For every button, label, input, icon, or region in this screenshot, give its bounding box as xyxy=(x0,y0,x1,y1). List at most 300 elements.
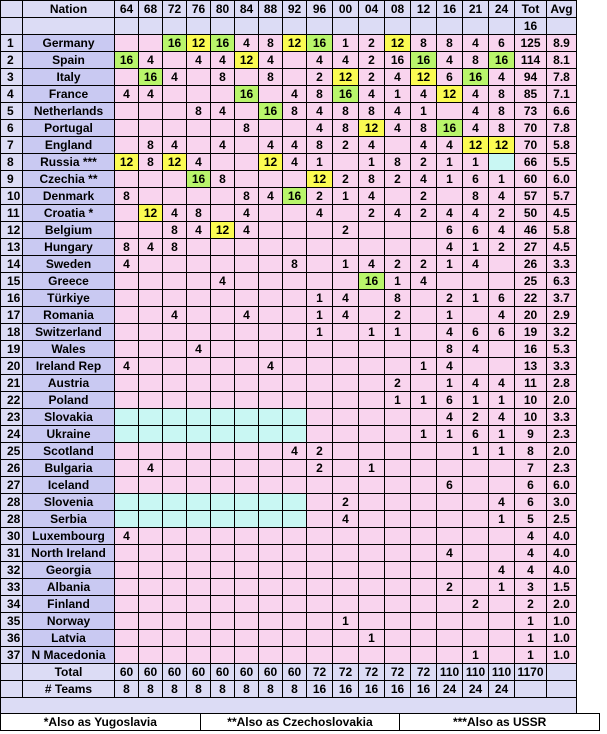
total-cell: 70 xyxy=(515,137,547,154)
score-cell: 8 xyxy=(139,154,163,171)
score-cell xyxy=(235,154,259,171)
subheader-blank xyxy=(333,18,359,35)
score-cell xyxy=(411,647,437,664)
avg-cell: 3.2 xyxy=(547,324,577,341)
score-cell: 1 xyxy=(411,392,437,409)
teams-count-cell: 16 xyxy=(385,681,411,698)
rank-cell: 20 xyxy=(1,358,23,375)
nation-cell: Ireland Rep xyxy=(23,358,115,375)
score-cell xyxy=(163,290,187,307)
avg-cell: 1.0 xyxy=(547,630,577,647)
score-cell xyxy=(139,596,163,613)
score-cell xyxy=(139,494,163,511)
score-cell xyxy=(437,460,463,477)
subheader-blank xyxy=(437,18,463,35)
total-points-cell: 60 xyxy=(115,664,139,681)
table-row xyxy=(1,341,577,358)
score-cell xyxy=(359,239,385,256)
score-cell xyxy=(163,630,187,647)
rank-cell: 10 xyxy=(1,188,23,205)
score-cell: 1 xyxy=(437,426,463,443)
score-cell: 4 xyxy=(463,120,489,137)
score-cell xyxy=(307,273,333,290)
score-cell xyxy=(283,52,307,69)
table-row xyxy=(1,613,577,630)
score-cell: 4 xyxy=(283,86,307,103)
score-cell: 2 xyxy=(385,375,411,392)
score-cell xyxy=(187,256,211,273)
score-cell xyxy=(187,120,211,137)
teams-count-cell: 24 xyxy=(437,681,463,698)
rank-cell: 24 xyxy=(1,426,23,443)
score-cell: 4 xyxy=(187,222,211,239)
score-cell: 4 xyxy=(359,188,385,205)
score-cell xyxy=(489,460,515,477)
score-cell xyxy=(463,545,489,562)
score-cell xyxy=(163,171,187,188)
rank-cell: 27 xyxy=(1,477,23,494)
score-cell xyxy=(489,630,515,647)
score-cell xyxy=(307,630,333,647)
score-cell xyxy=(463,630,489,647)
score-cell: 2 xyxy=(359,52,385,69)
teams-count-cell: 8 xyxy=(259,681,283,698)
score-cell xyxy=(211,392,235,409)
score-cell xyxy=(187,358,211,375)
score-cell xyxy=(211,630,235,647)
score-cell xyxy=(163,511,187,528)
score-cell: 16 xyxy=(259,103,283,120)
score-cell: 8 xyxy=(283,103,307,120)
total-blank xyxy=(547,664,577,681)
total-cell: 1 xyxy=(515,630,547,647)
teams-label: # Teams xyxy=(23,681,115,698)
avg-cell: 5.7 xyxy=(547,188,577,205)
score-cell xyxy=(235,103,259,120)
score-cell xyxy=(359,392,385,409)
score-cell xyxy=(385,222,411,239)
rank-cell: 28 xyxy=(1,494,23,511)
score-cell: 1 xyxy=(359,630,385,647)
rank-cell: 34 xyxy=(1,596,23,613)
table-row xyxy=(1,103,577,120)
score-cell xyxy=(163,256,187,273)
score-cell xyxy=(307,375,333,392)
score-cell: 12 xyxy=(411,69,437,86)
score-cell xyxy=(463,307,489,324)
nation-cell: Slovenia xyxy=(23,494,115,511)
score-cell: 8 xyxy=(489,86,515,103)
score-cell xyxy=(211,358,235,375)
avg-cell: 2.9 xyxy=(547,307,577,324)
nation-cell: Croatia * xyxy=(23,205,115,222)
total-label: Total xyxy=(23,664,115,681)
score-cell xyxy=(259,171,283,188)
rank-cell: 31 xyxy=(1,545,23,562)
score-cell xyxy=(463,273,489,290)
score-cell xyxy=(437,562,463,579)
score-cell xyxy=(283,69,307,86)
score-cell xyxy=(259,409,283,426)
teams-count-cell: 8 xyxy=(187,681,211,698)
teams-count-cell: 8 xyxy=(163,681,187,698)
nation-cell: Norway xyxy=(23,613,115,630)
total-points-cell: 60 xyxy=(211,664,235,681)
score-cell xyxy=(259,579,283,596)
total-points-cell: 110 xyxy=(463,664,489,681)
score-cell xyxy=(211,324,235,341)
footnote-ussr: ***Also as USSR xyxy=(400,714,600,731)
score-cell: 8 xyxy=(307,86,333,103)
score-cell xyxy=(235,290,259,307)
score-cell xyxy=(385,358,411,375)
score-cell: 4 xyxy=(139,52,163,69)
score-cell xyxy=(333,647,359,664)
score-cell xyxy=(411,630,437,647)
score-cell xyxy=(283,477,307,494)
score-cell xyxy=(489,358,515,375)
score-cell: 1 xyxy=(411,103,437,120)
score-cell xyxy=(259,239,283,256)
score-cell: 6 xyxy=(437,477,463,494)
score-cell xyxy=(211,205,235,222)
rank-cell: 30 xyxy=(1,528,23,545)
total-cell: 5 xyxy=(515,511,547,528)
score-cell xyxy=(463,494,489,511)
score-cell xyxy=(307,409,333,426)
score-cell: 6 xyxy=(489,35,515,52)
score-cell: 4 xyxy=(283,137,307,154)
score-cell xyxy=(307,222,333,239)
score-cell xyxy=(235,528,259,545)
score-cell xyxy=(139,375,163,392)
nation-cell: Sweden xyxy=(23,256,115,273)
score-cell xyxy=(187,307,211,324)
teams-blank xyxy=(547,681,577,698)
score-cell: 1 xyxy=(463,392,489,409)
header-col-Avg: Avg xyxy=(547,1,577,18)
score-cell: 4 xyxy=(163,137,187,154)
score-cell xyxy=(235,596,259,613)
score-cell xyxy=(187,579,211,596)
score-cell xyxy=(163,273,187,290)
score-cell xyxy=(489,613,515,630)
avg-cell: 3.3 xyxy=(547,256,577,273)
score-cell: 16 xyxy=(359,273,385,290)
score-cell: 2 xyxy=(307,460,333,477)
nation-cell: Italy xyxy=(23,69,115,86)
score-cell xyxy=(139,579,163,596)
total-cell: 10 xyxy=(515,392,547,409)
score-cell: 8 xyxy=(463,52,489,69)
score-cell xyxy=(411,494,437,511)
subheader-blank xyxy=(385,18,411,35)
avg-cell: 6.6 xyxy=(547,103,577,120)
score-cell: 16 xyxy=(333,86,359,103)
rank-cell: 9 xyxy=(1,171,23,188)
score-cell xyxy=(115,443,139,460)
score-cell xyxy=(283,596,307,613)
score-cell: 1 xyxy=(463,647,489,664)
rank-cell: 26 xyxy=(1,460,23,477)
score-cell xyxy=(437,613,463,630)
score-cell: 8 xyxy=(359,171,385,188)
footnote-yugoslavia: *Also as Yugoslavia xyxy=(1,714,201,731)
score-cell xyxy=(307,562,333,579)
score-cell xyxy=(283,562,307,579)
score-cell xyxy=(211,409,235,426)
score-cell xyxy=(139,511,163,528)
score-cell: 16 xyxy=(489,52,515,69)
score-cell: 2 xyxy=(463,596,489,613)
score-cell: 1 xyxy=(385,324,411,341)
nation-cell: Georgia xyxy=(23,562,115,579)
score-cell xyxy=(115,477,139,494)
score-cell xyxy=(187,477,211,494)
score-cell xyxy=(333,596,359,613)
score-cell: 8 xyxy=(235,120,259,137)
score-cell xyxy=(359,562,385,579)
header-col-80: 80 xyxy=(211,1,235,18)
score-cell xyxy=(163,324,187,341)
score-cell xyxy=(307,358,333,375)
avg-cell: 2.0 xyxy=(547,443,577,460)
rank-cell: 12 xyxy=(1,222,23,239)
score-cell: 6 xyxy=(437,69,463,86)
total-cell: 125 xyxy=(515,35,547,52)
score-cell: 1 xyxy=(437,154,463,171)
score-cell: 4 xyxy=(211,52,235,69)
score-cell xyxy=(115,222,139,239)
score-cell xyxy=(359,477,385,494)
score-cell: 4 xyxy=(463,86,489,103)
score-cell xyxy=(115,630,139,647)
score-cell: 4 xyxy=(307,205,333,222)
table-row xyxy=(1,222,577,239)
score-cell: 1 xyxy=(437,375,463,392)
header-nation: Nation xyxy=(23,1,115,18)
score-cell xyxy=(211,528,235,545)
rank-cell: 2 xyxy=(1,52,23,69)
score-cell xyxy=(489,528,515,545)
total-points-cell: 60 xyxy=(283,664,307,681)
score-cell xyxy=(259,613,283,630)
score-cell xyxy=(163,375,187,392)
total-cell: 73 xyxy=(515,103,547,120)
score-cell xyxy=(115,562,139,579)
table-row xyxy=(1,477,577,494)
score-cell xyxy=(259,307,283,324)
subheader-blank xyxy=(307,18,333,35)
total-cell: 19 xyxy=(515,324,547,341)
score-cell: 4 xyxy=(385,205,411,222)
score-cell: 4 xyxy=(163,307,187,324)
subheader-blank xyxy=(163,18,187,35)
table-row xyxy=(1,86,577,103)
score-cell xyxy=(235,273,259,290)
rank-cell: 4 xyxy=(1,86,23,103)
score-cell xyxy=(463,579,489,596)
score-cell xyxy=(411,477,437,494)
score-cell xyxy=(359,579,385,596)
score-cell xyxy=(187,647,211,664)
score-cell xyxy=(115,579,139,596)
score-cell xyxy=(139,35,163,52)
score-cell xyxy=(139,426,163,443)
score-cell xyxy=(163,579,187,596)
score-cell: 4 xyxy=(437,409,463,426)
spacer-cell xyxy=(1,698,577,715)
table-row xyxy=(1,69,577,86)
rank-cell: 33 xyxy=(1,579,23,596)
score-cell xyxy=(163,477,187,494)
score-cell xyxy=(235,69,259,86)
score-cell xyxy=(115,426,139,443)
score-cell xyxy=(283,120,307,137)
score-cell xyxy=(235,443,259,460)
score-cell xyxy=(211,579,235,596)
score-cell: 4 xyxy=(259,52,283,69)
score-cell xyxy=(211,256,235,273)
score-cell xyxy=(359,443,385,460)
score-cell xyxy=(489,154,515,171)
score-cell: 8 xyxy=(211,171,235,188)
score-cell: 8 xyxy=(187,103,211,120)
nation-cell: Finland xyxy=(23,596,115,613)
score-cell: 12 xyxy=(385,35,411,52)
rank-cell: 6 xyxy=(1,120,23,137)
score-cell xyxy=(359,222,385,239)
score-cell xyxy=(385,137,411,154)
score-cell xyxy=(115,460,139,477)
score-cell: 4 xyxy=(437,137,463,154)
teams-count-cell: 24 xyxy=(489,681,515,698)
score-cell xyxy=(411,511,437,528)
header-col-72: 72 xyxy=(163,1,187,18)
score-cell: 8 xyxy=(259,35,283,52)
score-cell xyxy=(307,545,333,562)
score-cell xyxy=(115,545,139,562)
score-cell xyxy=(385,596,411,613)
total-cell: 16 xyxy=(515,341,547,358)
score-cell xyxy=(211,443,235,460)
score-cell xyxy=(235,630,259,647)
score-cell xyxy=(259,120,283,137)
nation-cell: Spain xyxy=(23,52,115,69)
rank-cell: 23 xyxy=(1,409,23,426)
score-cell: 16 xyxy=(411,52,437,69)
score-cell: 4 xyxy=(115,528,139,545)
score-cell: 2 xyxy=(385,307,411,324)
score-cell xyxy=(359,494,385,511)
score-cell: 4 xyxy=(139,86,163,103)
score-cell: 12 xyxy=(283,35,307,52)
score-cell xyxy=(333,409,359,426)
score-cell: 12 xyxy=(115,154,139,171)
score-cell xyxy=(115,307,139,324)
subheader-blank xyxy=(23,18,115,35)
score-cell xyxy=(359,341,385,358)
score-cell: 4 xyxy=(463,35,489,52)
score-cell xyxy=(283,579,307,596)
teams-row xyxy=(1,681,577,698)
score-cell xyxy=(411,375,437,392)
subheader-blank xyxy=(139,18,163,35)
score-cell xyxy=(259,596,283,613)
score-cell: 2 xyxy=(489,205,515,222)
score-cell xyxy=(235,375,259,392)
score-cell: 4 xyxy=(489,409,515,426)
score-cell: 1 xyxy=(463,290,489,307)
score-cell xyxy=(259,324,283,341)
score-cell: 1 xyxy=(385,86,411,103)
score-cell xyxy=(235,171,259,188)
score-cell: 2 xyxy=(489,239,515,256)
score-cell xyxy=(359,545,385,562)
score-cell xyxy=(139,477,163,494)
avg-cell: 2.8 xyxy=(547,375,577,392)
total-points-cell: 60 xyxy=(139,664,163,681)
score-cell xyxy=(115,205,139,222)
score-cell xyxy=(235,460,259,477)
score-cell: 2 xyxy=(437,290,463,307)
score-cell xyxy=(139,528,163,545)
score-cell: 12 xyxy=(259,154,283,171)
rank-cell: 8 xyxy=(1,154,23,171)
score-cell xyxy=(139,443,163,460)
score-cell xyxy=(437,494,463,511)
header-col-Tot: Tot xyxy=(515,1,547,18)
score-cell xyxy=(235,579,259,596)
table-row xyxy=(1,35,577,52)
score-cell: 2 xyxy=(385,256,411,273)
score-cell: 4 xyxy=(411,86,437,103)
score-cell xyxy=(283,528,307,545)
score-cell: 4 xyxy=(489,494,515,511)
table-row xyxy=(1,596,577,613)
score-cell: 1 xyxy=(333,613,359,630)
score-cell xyxy=(359,613,385,630)
score-cell: 8 xyxy=(115,239,139,256)
score-cell xyxy=(411,409,437,426)
score-cell xyxy=(235,137,259,154)
table-row xyxy=(1,324,577,341)
score-cell xyxy=(437,103,463,120)
score-cell: 6 xyxy=(489,324,515,341)
score-cell: 4 xyxy=(211,273,235,290)
score-cell: 8 xyxy=(411,35,437,52)
total-cell: 27 xyxy=(515,239,547,256)
total-cell: 4 xyxy=(515,562,547,579)
score-cell xyxy=(307,511,333,528)
total-points-cell: 110 xyxy=(489,664,515,681)
score-cell: 4 xyxy=(489,222,515,239)
score-cell xyxy=(359,307,385,324)
score-cell: 12 xyxy=(139,205,163,222)
header-col-24: 24 xyxy=(489,1,515,18)
table-row xyxy=(1,460,577,477)
score-cell xyxy=(187,273,211,290)
score-cell xyxy=(307,494,333,511)
score-cell: 2 xyxy=(359,69,385,86)
score-cell xyxy=(187,290,211,307)
nation-cell: Ukraine xyxy=(23,426,115,443)
rank-cell: 13 xyxy=(1,239,23,256)
total-cell: 3 xyxy=(515,579,547,596)
footnotes-table xyxy=(0,713,600,731)
score-cell xyxy=(163,460,187,477)
score-cell: 16 xyxy=(115,52,139,69)
